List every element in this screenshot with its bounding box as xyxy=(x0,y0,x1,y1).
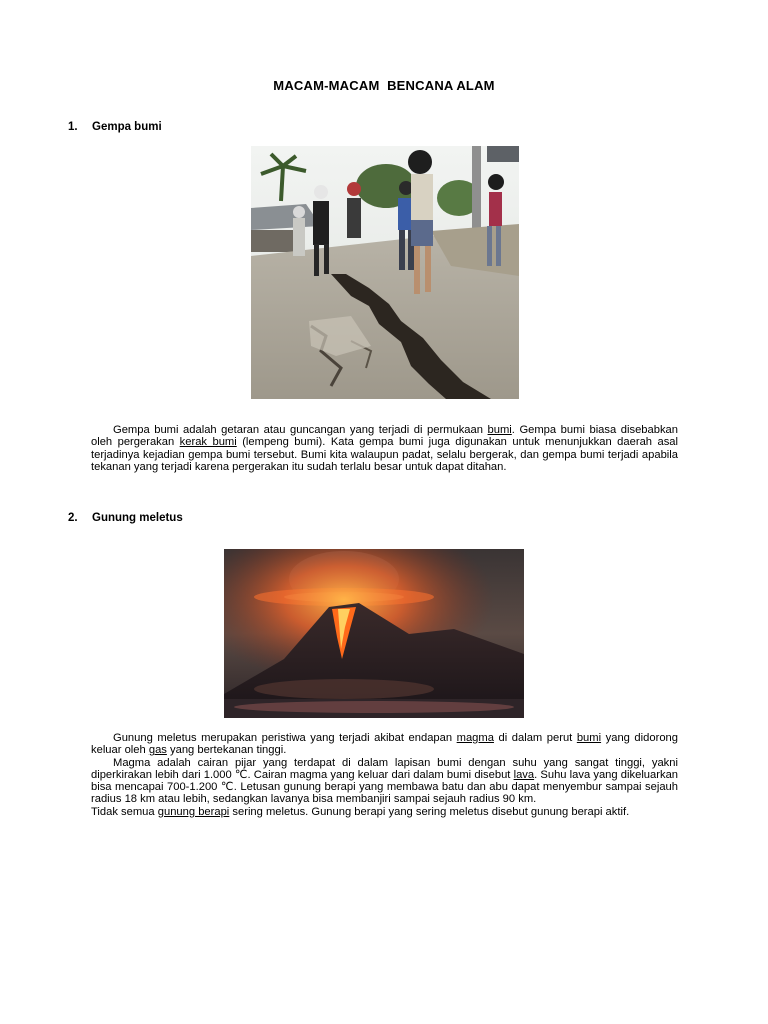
page-title: MACAM-MACAM BENCANA ALAM xyxy=(273,78,495,93)
section-title: Gempa bumi xyxy=(92,121,162,133)
text-span: Magma adalah cairan pijar yang terdapat di dalam lapisan bumi dengan suhu yang sangat tinggi, yakni diperkirakan lebih dari 1.000 ℃. Cairan magma yang keluar dari dalam bumi disebut xyxy=(91,756,678,781)
volcano-paragraph-1 xyxy=(91,732,678,757)
link-magma[interactable]: magma xyxy=(456,732,494,744)
volcano-text xyxy=(91,732,678,818)
text-span: (lempeng bumi). Kata gempa bumi juga digunakan untuk menunjukkan daerah asal terjadinya kejadian gempa bumi tersebut. Bumi kita walaupun padat, selalu bergerak, dan gempa bumi terjadi apabila tekanan yang terjadi karena pergerakan itu sudah terlalu besar untuk dapat ditahan. xyxy=(91,436,678,473)
link-gas[interactable]: gas xyxy=(148,744,167,757)
section-number: 1. xyxy=(68,121,78,133)
section-title: Gunung meletus xyxy=(92,512,183,524)
earthquake-paragraph xyxy=(91,424,678,473)
text-span: Gempa bumi adalah getaran atau guncangan yang terjadi di permukaan xyxy=(113,424,488,436)
link-gunung-berapi[interactable]: gunung berapi xyxy=(157,805,230,818)
link-kerak-bumi[interactable]: kerak bumi xyxy=(179,436,237,449)
section-number: 2. xyxy=(68,512,78,524)
volcano-paragraph-3 xyxy=(91,806,678,818)
volcano-photo xyxy=(224,549,524,718)
text-span: . Gempa bumi biasa disebabkan oleh pergerakan xyxy=(91,424,678,449)
text-span: Gunung meletus merupakan peristiwa yang terjadi akibat endapan xyxy=(113,732,457,744)
link-bumi[interactable]: bumi xyxy=(487,424,512,436)
section-heading-gempa-bumi xyxy=(68,121,162,133)
earthquake-photo xyxy=(251,146,519,399)
section-heading-gunung-meletus xyxy=(68,512,183,524)
text-span: yang didorong keluar oleh xyxy=(91,732,678,757)
text-span: di dalam perut xyxy=(493,732,577,744)
text-span: sering meletus. Gunung berapi yang sering meletus disebut gunung berapi aktif. xyxy=(229,805,630,818)
text-span: . Suhu lava yang dikeluarkan bisa mencapai 700-1.200 ℃. Letusan gunung berapi yang membawa batu dan abu dapat menyembur sampai sejauh radius 18 km atau lebih, sedangkan lavanya bisa membanjiri sampai sejauh radius 90 km. xyxy=(91,768,679,806)
link-lava[interactable]: lava xyxy=(513,768,535,781)
link-bumi[interactable]: bumi xyxy=(576,732,602,744)
volcano-paragraph-2 xyxy=(91,757,678,806)
text-span: Tidak semua xyxy=(91,805,158,818)
text-span: yang bertekanan tinggi. xyxy=(166,744,287,757)
